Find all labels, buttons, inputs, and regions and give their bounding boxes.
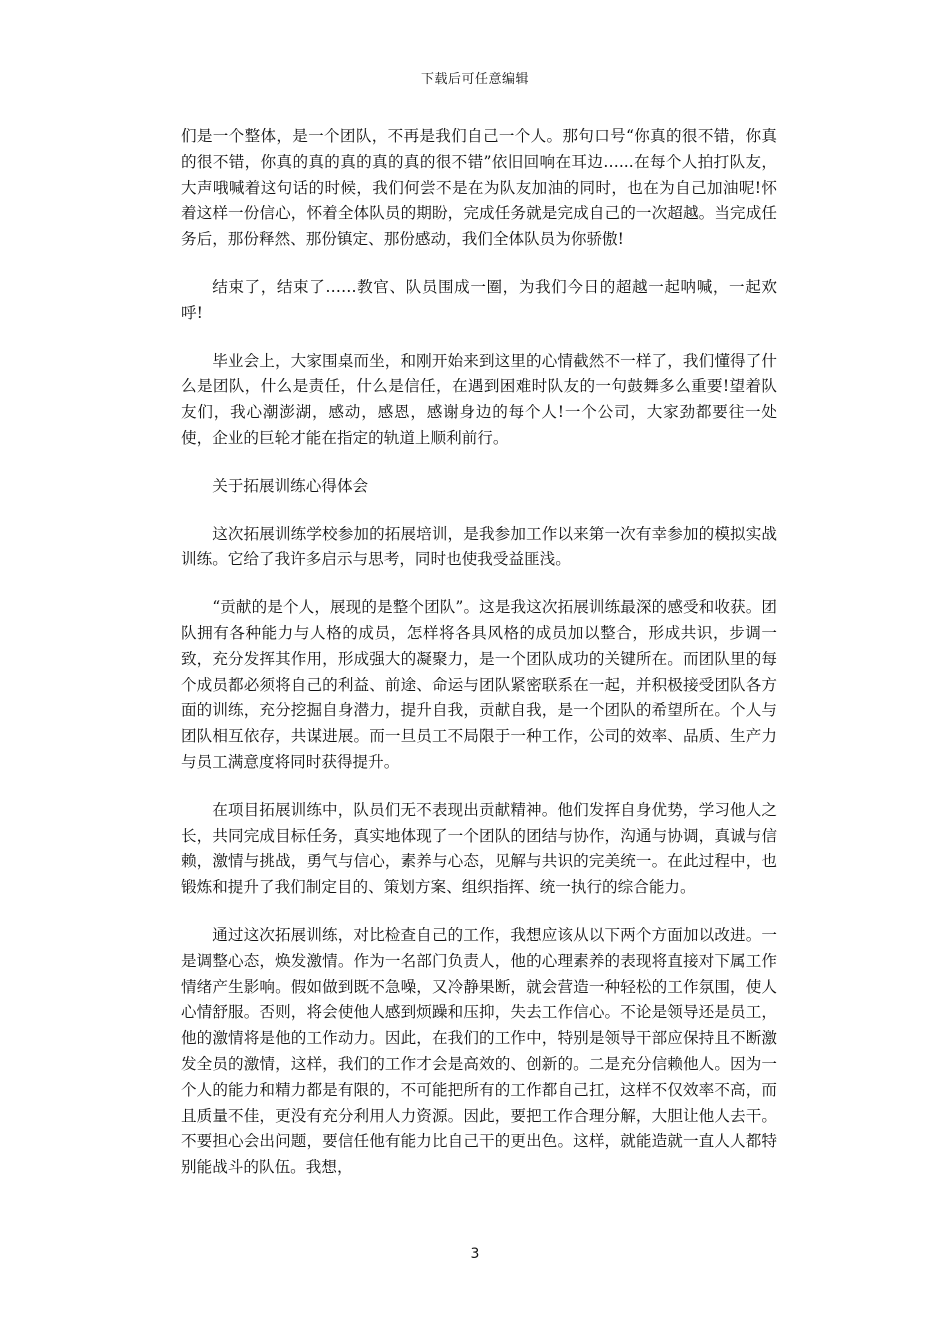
- page-header: 下载后可任意编辑: [420, 72, 529, 87]
- paragraph-intro: 这次拓展训练学校参加的拓展培训，是我参加工作以来第一次有幸参加的模拟实战训练。它给了我许多启示与思考，同时也使我受益匪浅。: [181, 524, 777, 569]
- paragraph-project-training: 在项目拓展训练中，队员们无不表现出贡献精神。他们发挥自身优势，学习他人之长，共同完成目标任务，真实地体现了一个团队的团结与协作，沟通与协调，真诚与信赖，激情与挑战，勇气与信心，素养与心态，见解与共识的完美统一。在此过程中，也锻炼和提升了我们制定目的、策划方案、组织指挥、统一执行的综合能力。: [181, 800, 777, 897]
- paragraph-ending: 结束了，结束了……教官、队员围成一圈，为我们今日的超越一起呐喊，一起欢呼!: [181, 277, 777, 322]
- paragraph-improvement: 通过这次拓展训练，对比检查自己的工作，我想应该从以下两个方面加以改进。一是调整心态，焕发激情。作为一名部门负责人，他的心理素养的表现将直接对下属工作情绪产生影响。假如做到既不急噪，又冷静果断，就会营造一种轻松的工作氛围，使人心情舒服。否则，将会使他人感到烦躁和压抑，失去工作信心。不论是领导还是员工，他的激情将是他的工作动力。因此，在我们的工作中，特别是领导干部应保持且不断激发全员的激情，这样，我们的工作才会是高效的、创新的。二是充分信赖他人。因为一个人的能力和精力都是有限的，不可能把所有的工作都自己扛，这样不仅效率不高，而且质量不佳，更没有充分利用人力资源。因此，要把工作合理分解，大胆让他人去干。不要担心会出问题，要信任他有能力比自己干的更出色。这样，就能造就一直人人都特别能战斗的队伍。我想，: [181, 925, 777, 1177]
- section-heading: 关于拓展训练心得体会: [212, 476, 369, 495]
- paragraph-team-slogan: 们是一个整体，是一个团队，不再是我们自己一个人。那句口号“你真的很不错，你真的很不错，你真的真的真的真的真的很不错”依旧回响在耳边…...在每个人拍打队友，大声哦喊着这句话的时候，我们何尝不是在为队友加油的同时，也在为自己加油呢!怀着这样一份信心，怀着全体队员的期盼，完成任务就是完成自己的一次超越。当完成任务后，那份释然、那份镇定、那份感动，我们全体队员为你骄傲!: [181, 127, 777, 249]
- paragraph-graduation: 毕业会上，大家围桌而坐，和刚开始来到这里的心情截然不一样了，我们懂得了什么是团队，什么是责任，什么是信任，在遇到困难时队友的一句鼓舞多么重要!望着队友们，我心潮澎湖，感动，感恩，感谢身边的每个人!一个公司，大家劲都要往一处使，企业的巨轮才能在指定的轨道上顺利前行。: [181, 351, 777, 447]
- paragraph-contribution: “贡献的是个人，展现的是整个团队”。这是我这次拓展训练最深的感受和收获。团队拥有各种能力与人格的成员，怎样将各具风格的成员加以整合，形成共识，步调一致，充分发挥其作用，形成强大的凝聚力，是一个团队成功的关键所在。而团队里的每个成员都必须将自己的利益、前途、命运与团队紧密联系在一起，并积极接受团队各方面的训练，充分挖掘自身潜力，提升自我，贡献自我，是一个团队的希望所在。个人与团队相互依存，共谋进展。而一旦员工不局限于一种工作，公司的效率、品质、生产力与员工满意度将同时获得提升。: [181, 598, 777, 771]
- document-body: [181, 124, 777, 1203]
- page-number: 3: [470, 1246, 480, 1262]
